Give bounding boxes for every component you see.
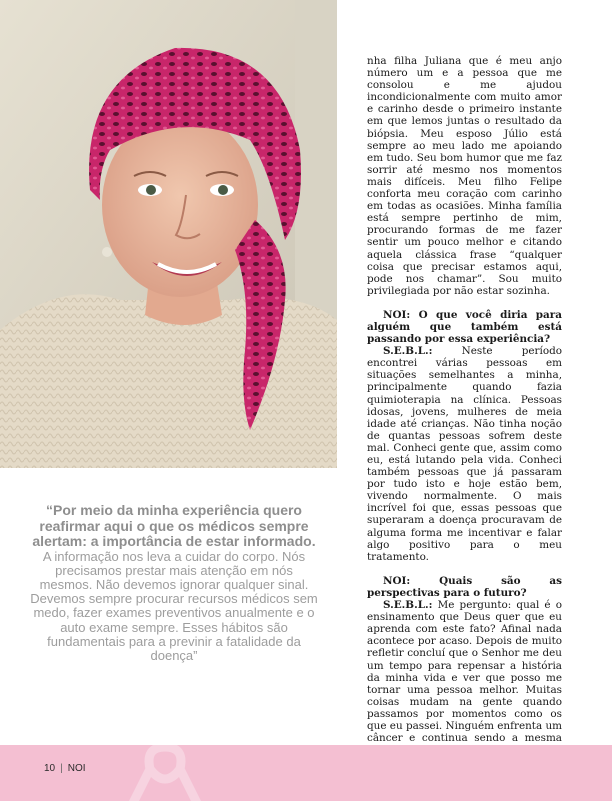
- answer-speaker: S.E.B.L.:: [383, 345, 433, 358]
- answer-text: Me pergunto: qual é o ensinamento que Deus quer que eu aprenda com este fato? Afinal nada acontece por acaso. Depois de muito refletir concluí que o Senhor me deu um tempo para repensar a história da minha vida e ver que posso me tornar uma pessoa melhor. Muitas coisas mudam na gente quando passamos por momentos como os que eu passei. Ninguém enfrenta um câncer e continua sendo a mesma: [367, 599, 562, 745]
- pull-quote-body: A informação nos leva a cuidar do corpo. Nós precisamos prestar mais atenção em nós mesmos. Não devemos ignorar qualquer sinal. Devemos sempre procurar recursos médicos sem medo, fazer exames preventivos anualmente e o auto exame sempre. Esses hábitos são fundamentais para a previnir a fatalidade da doença”: [30, 548, 318, 663]
- interview-question-1: NOI: O que você diria para alguém que também está passando por essa experiência?: [367, 308, 562, 346]
- pull-quote: [28, 503, 320, 663]
- answer-text: Neste período encontrei várias pessoas em situações semelhantes a minha, principalmente quando fazia quimioterapia na clínica. Pessoas idosas, jovens, mulheres de meia idade até crianças. Não tinha noção de quantas pessoas sofrem deste mal. Conheci gente que, assim como eu, está lutando pela vida. Conheci também pessoas que já passaram por tudo isto e hoje estão bem, vivendo normalmente. O mais incrível foi que, essas pessoas que superaram a doença procuravam de alguma forma me incentivar e falar algo positivo para o meu tratamento.: [367, 345, 562, 563]
- interview-question-2: NOI: Quais são as perspectivas para o futuro?: [367, 574, 562, 599]
- magazine-name: NOI: [67, 763, 86, 774]
- interview-answer-1: [367, 345, 562, 563]
- page-number: 10: [44, 763, 56, 774]
- cover-photo: [0, 0, 337, 468]
- answer-speaker: S.E.B.L.:: [383, 599, 433, 612]
- page-footer: [0, 745, 612, 801]
- article-column: [367, 55, 562, 781]
- article-paragraph-1: nha filha Juliana que é meu anjo número um e a pessoa que me consolou e me ajudou incondicionalmente com muito amor e carinho desde o primeiro instante em que lemos juntas o resultado da biópsia. Meu esposo Júlio está sempre ao meu lado me apoiando em tudo. Seu bom humor que me faz sorrir até mesmo nos momentos mais difíceis. Meu filho Felipe conforta meu coração com carinho em todas as ocasiões. Minha família está sempre pertinho de mim, procurando formas de me fazer sentir um pouco melhor e citando aquela clássica frase “qualquer coisa que precisar estamos aqui, pode nos chamar”. Sou muito privilegiada por não estar sozinha.: [367, 55, 562, 297]
- pink-ribbon-icon: [120, 745, 210, 801]
- folio: [44, 763, 86, 774]
- portrait-illustration: [0, 0, 337, 468]
- folio-separator: |: [60, 763, 63, 774]
- pull-quote-lead: “Por meio da minha experiência quero reafirmar aqui o que os médicos sempre alertam: a importância de estar informado.: [32, 502, 316, 549]
